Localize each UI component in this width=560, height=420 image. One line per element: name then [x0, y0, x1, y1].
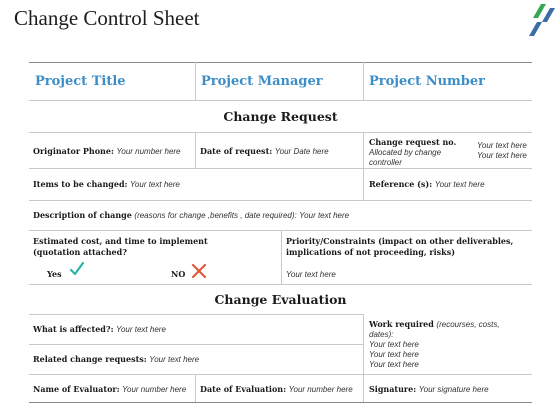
header-band: [0, 0, 560, 40]
items-to-be-changed-field[interactable]: [33, 179, 180, 190]
related-value: Your text here: [149, 355, 200, 364]
rule: [29, 314, 363, 315]
reference-label: Reference (s):: [369, 179, 433, 189]
change-control-sheet: [29, 62, 532, 410]
items-value: Your text here: [130, 180, 180, 189]
rule: [29, 374, 532, 375]
evaluator-value: Your number here: [122, 385, 187, 394]
originator-phone-label: Originator Phone:: [33, 146, 114, 156]
work-required-field[interactable]: [369, 319, 525, 370]
related-requests-field[interactable]: [33, 354, 199, 365]
cross-icon[interactable]: [191, 263, 207, 279]
project-title-header: Project Title: [35, 73, 126, 89]
col-divider: [195, 374, 196, 402]
work-required-label: Work required: [369, 319, 434, 329]
change-request-no-values: [477, 141, 527, 161]
work-required-hint: (recourses, costs, dates):: [369, 320, 500, 339]
rule: [29, 168, 532, 169]
date-evaluation-label: Date of Evaluation:: [200, 384, 287, 394]
project-manager-header: Project Manager: [201, 73, 323, 89]
priority-label: Priority/Constraints (impact on other deliverables, implications of not proceeding, risks): [286, 236, 514, 257]
rule: [29, 200, 532, 201]
no-label: NO: [171, 269, 186, 279]
check-icon[interactable]: [69, 261, 85, 277]
description-value: Your text here: [299, 211, 350, 220]
rule: [29, 284, 532, 285]
col-divider: [363, 132, 364, 200]
signature-label: Signature:: [369, 384, 417, 394]
rule: [29, 132, 532, 133]
change-request-heading: Change Request: [223, 109, 338, 124]
description-field[interactable]: [33, 210, 349, 221]
estimated-cost-field: [33, 236, 233, 258]
affected-label: What is affected?:: [33, 324, 114, 334]
rule: [29, 100, 532, 101]
col-divider: [363, 314, 364, 402]
what-is-affected-field[interactable]: [33, 324, 166, 335]
change-evaluation-heading: Change Evaluation: [214, 292, 347, 307]
description-hint: (reasons for change ,benefits , date required):: [134, 211, 297, 220]
date-of-request-field[interactable]: [200, 146, 329, 157]
originator-phone-value: Your number here: [116, 147, 181, 156]
description-label: Description of change: [33, 210, 132, 220]
work-required-value: Your text here: [369, 350, 419, 359]
page-title: Change Control Sheet: [14, 6, 200, 30]
date-evaluation-value: Your number here: [288, 385, 353, 394]
priority-field[interactable]: [286, 236, 526, 258]
affected-value: Your text here: [116, 325, 166, 334]
priority-value: Your text here: [286, 270, 336, 279]
date-of-evaluation-field[interactable]: [200, 384, 353, 395]
table-bottom-border: [29, 402, 532, 403]
reference-value: Your text here: [434, 180, 485, 189]
related-label: Related change requests:: [33, 354, 147, 364]
signature-field[interactable]: [369, 384, 489, 395]
date-of-request-label: Date of request:: [200, 146, 273, 156]
rule: [29, 344, 363, 345]
change-request-no-subtext: Allocated by change controller: [369, 148, 442, 167]
date-of-request-value: Your Date here: [274, 147, 329, 156]
signature-value: Your signature here: [418, 385, 489, 394]
evaluator-field[interactable]: [33, 384, 186, 395]
work-required-value: Your text here: [369, 360, 419, 369]
change-request-no-label: Change request no.: [369, 137, 457, 147]
project-number-header: Project Number: [369, 73, 486, 89]
col-divider: [281, 230, 282, 284]
work-required-value: Your text here: [369, 340, 419, 349]
yes-label: Yes: [47, 269, 62, 279]
items-label: Items to be changed:: [33, 179, 128, 189]
estimated-cost-label: Estimated cost, and time to implement (quotation attached?: [33, 236, 208, 257]
originator-phone-field[interactable]: [33, 146, 181, 157]
change-request-no-value: Your text here: [477, 151, 527, 160]
evaluator-label: Name of Evaluator:: [33, 384, 120, 394]
col-divider: [195, 132, 196, 168]
priority-value-wrap: [286, 270, 336, 280]
reference-field[interactable]: [369, 179, 485, 190]
change-request-no-value: Your text here: [477, 141, 527, 150]
change-request-no-field[interactable]: [369, 137, 471, 168]
brand-logo-icon: [522, 2, 556, 38]
